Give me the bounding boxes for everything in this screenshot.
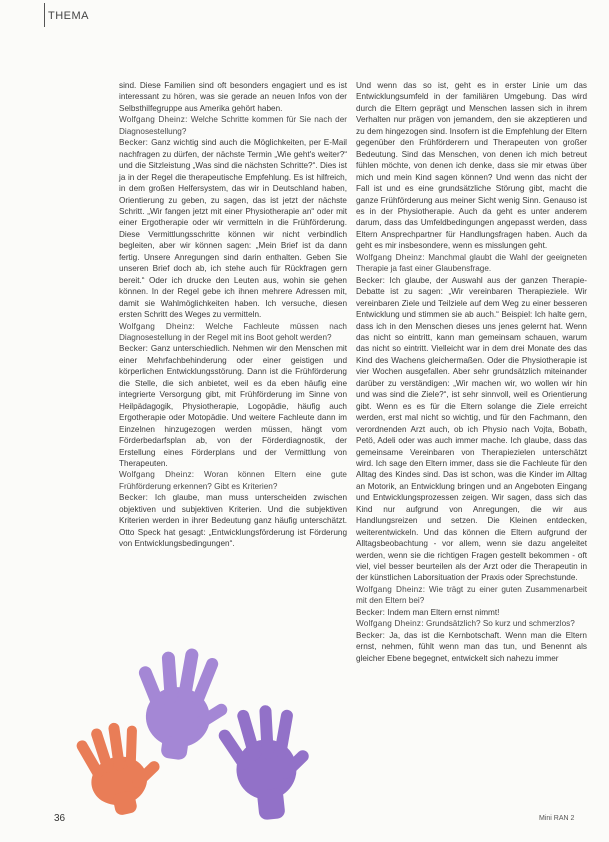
paragraph: Becker: Ganz unterschiedlich. Nehmen wir den Menschen mit einer Mehrfachbehinderung oder einer geistigen und körperlichen Entwicklungsstörung. Dann ist die Frühförderung die Stelle, die sich anbietet, weil es da eben häufig eine integrierte Versorgung gibt, mit Frühförderung im Sinne von Heilpädagogik, Physiotherapie, Logopädie, häufig auch Ergotherapie oder Motopädie. Und weitere Fachleute dann im Einzelnen hinzugezogen werden müssen, hängt vom Förderbedarfsplan ab, von der Förderdiagnostik, der Erstellung eines Förderplans und der Vermittlung von Therapeuten. [119,344,347,468]
footer-publication: Mini RAN 2 [539,815,575,822]
speaker-name: Becker: [356,630,386,640]
speaker-name: Becker: [119,493,149,503]
speaker-name: Wolfgang Dheinz: [356,252,425,262]
handprints-illustration [60,640,360,830]
section-label: THEMA [48,10,89,22]
speaker-name: Wolfgang Dheinz: [119,115,188,125]
interview-question: Wolfgang Dheinz: Wie trägt zu einer guten Zusammenarbeit mit den Eltern bei? [356,584,587,606]
speaker-name: Wolfgang Dheinz: [119,470,195,480]
interview-question: Wolfgang Dheinz: Welche Schritte kommen für Sie nach der Diagnosestellung? [119,115,347,136]
left-column [119,80,347,550]
paragraph: Becker: Indem man Eltern ernst nimmt! [356,607,500,617]
right-column [356,80,587,664]
interview-question: Wolfgang Dheinz: Welche Fachleute müssen nach Diagnosestellung in der Regel mit ins Boot geholt werden? [119,321,347,342]
speaker-name: Becker: [356,607,386,617]
speaker-name: Wolfgang Dheinz: [119,321,196,331]
speaker-name: Becker: [356,275,386,285]
paragraph: Und wenn das so ist, geht es in erster Linie um das Entwicklungsumfeld in der familiären Umgebung. Das wird durch die Eltern geprägt und Menschen lassen sich in ihrem Verhalten nur prägen von jemandem, den sie akzeptieren und zu dem hingezogen sind. Insofern ist die Empfehlung der Eltern gegenüber den Frühförderern und Therapeuten von großer Bedeutung. Sind das Menschen, von denen ich mich betreut fühlen möchte, von denen ich denke, dass sie mir etwas über mich und mein Kind sagen können? Und wenn das nicht der Fall ist und es eine grundsätzliche Störung gibt, macht die ganze Frühförderung aus meiner Sicht wenig Sinn. Genauso ist es in der Physiotherapie. Auch da geht es unter anderem darum, dass das Umfeldbedingungen angepasst werden, dass Eltern Ansprechpartner für Handlungsfragen haben. Auch da geht es mir insbesondere, wenn es misslungen geht. [356,81,587,251]
interview-question: Wolfgang Dheinz: Manchmal glaubt die Wahl der geeigneten Therapie ja fast einer Glaubensfrage. [356,252,587,274]
speaker-name: Wolfgang Dheinz: [356,584,426,594]
paragraph: sind. Diese Familien sind oft besonders engagiert und es ist interessant zu hören, was sie gerade an neuen Infos von der Selbsthilfegruppe aus Amerika gehört haben. [119,81,347,113]
speaker-name: Becker: [119,344,149,354]
speaker-name: Wolfgang Dheinz: [356,619,424,629]
purple-handprint-icon [125,641,237,766]
page-number: 36 [54,813,66,824]
paragraph: Becker: Ich glaube, man muss unterscheiden zwischen objektiven und subjektiven Kriterien. Und die subjektiven Kriterien werden in ihrer Bedeutung ganz häufig unterschätzt. Otto Speck hat gesagt: „Entwicklungsförderung ist Förderung von Entwicklungsbedingungen“. [119,493,347,549]
paragraph: Becker: Ich glaube, der Auswahl aus der ganzen Therapie-Debatte ist zu sagen: „Wir vereinbaren Therapieziele. Wir vereinbaren Ziele und Teilziele auf dem Weg zu einer besseren Entwicklung und stimmen sie ab auch.“ Beispiel: Ich halte gern, dass ich in den Menschen dieses uns jenes gelernt hat. Wenn das nicht so eintritt, kann man gemeinsam schauen, warum das nicht so eintritt. Vielleicht war in dem drei Monate des das Kind des Wachens gleichermaßen. Oder die Physiotherapie ist vier Wochen ausgefallen. Aber sehr grundsätzlich miteinander darüber zu verständigen: „Wir machen wir, wo wollen wir hin und was sind die Ziele?“, ist sehr sinnvoll, weil es Orientierung gibt. Wenn es es für die Eltern solange die Ziele erreicht werden, erst mal nicht so wichtig, und für den Fachmann, den verordnenden Arzt auch, ob ich Physio nach Vojta, Bobath, Petö, Adeli oder was auch immer mache. Ich glaube, dass das gemeinsame Vereinbaren von Therapiezielen unterschätzt wird. Ich sage den Eltern immer, dass sie die Fachleute für den Alltag des Kindes sind. Das ist schon, was die Kinder im Alltag an Motorik, an Entwicklung bringen und an Angeboten Eingang und Entwicklungsprozessen zeigen. Wir sagen, dass sich das Kind nur aufgrund von Anregungen, die wir aus Handlungsreizen und setzen. Die Kleinen entdecken, weiterentwickeln. Und das können die Eltern aufgrund der Alltagsbeobachtung - vor allem, wenn sie dazu angeleitet werden, wenn sie die richtigen Fragen gestellt bekommen - oft viel, viel besser beurteilen als der Arzt oder die Therapeutin in der künstlichen Laborsituation der Praxis oder Sprechstunde. [356,275,587,583]
header-rule [0,3,45,27]
paragraph: Becker: Ja, das ist die Kernbotschaft. Wenn man die Eltern ernst, nehmen, fühlt wenn man das tun, und Benennt als gleicher Ebene begegnet, entwickelt sich nahezu immer [356,630,587,663]
purple-handprint-icon [214,701,317,824]
interview-question: Wolfgang Dheinz: Woran können Eltern eine gute Frühförderung erkennen? Gibt es Kriterien? [119,470,347,491]
interview-question: Wolfgang Dheinz: Grundsätzlich? So kurz und schmerzlos? [356,619,575,629]
paragraph: Becker: Ganz wichtig sind auch die Möglichkeiten, per E-Mail nachfragen zu dürfen, der nächste Termin „Wie geht's weiter?“ und die Sitzleistung „Was sind die nächsten Schritte?“. Dies ist ja in der Regel die therapeutische Empfehlung. Es ist hilfreich, in dem großen Helfersystem, das wir in Deutschland haben, Orientierung zu geben, zu sagen, das ist jetzt der nächste Schritt. „Wir fangen jetzt mit einer Physiotherapie an“ oder mit einer Ergotherapie oder wir vermitteln in die Frühförderung. Diese Vermittlungsschritte können wir nicht verbindlich begleiten, aber wir können sagen: „Mein Brief ist da dann fertig. Unsere Anregungen sind darin enthalten. Geben Sie unseren Brief doch ab, ich stehe auch für Rückfragen gern bereit.“ Oder ich drucke den Leuten aus, wohin sie gehen können. In der Regel gebe ich ihnen mehrere Adressen mit, damit sie Wahlmöglichkeiten haben. Ich versuche, diesen ersten Schritt des Weges zu vermitteln. [119,138,347,320]
speaker-name: Becker: [119,138,149,148]
